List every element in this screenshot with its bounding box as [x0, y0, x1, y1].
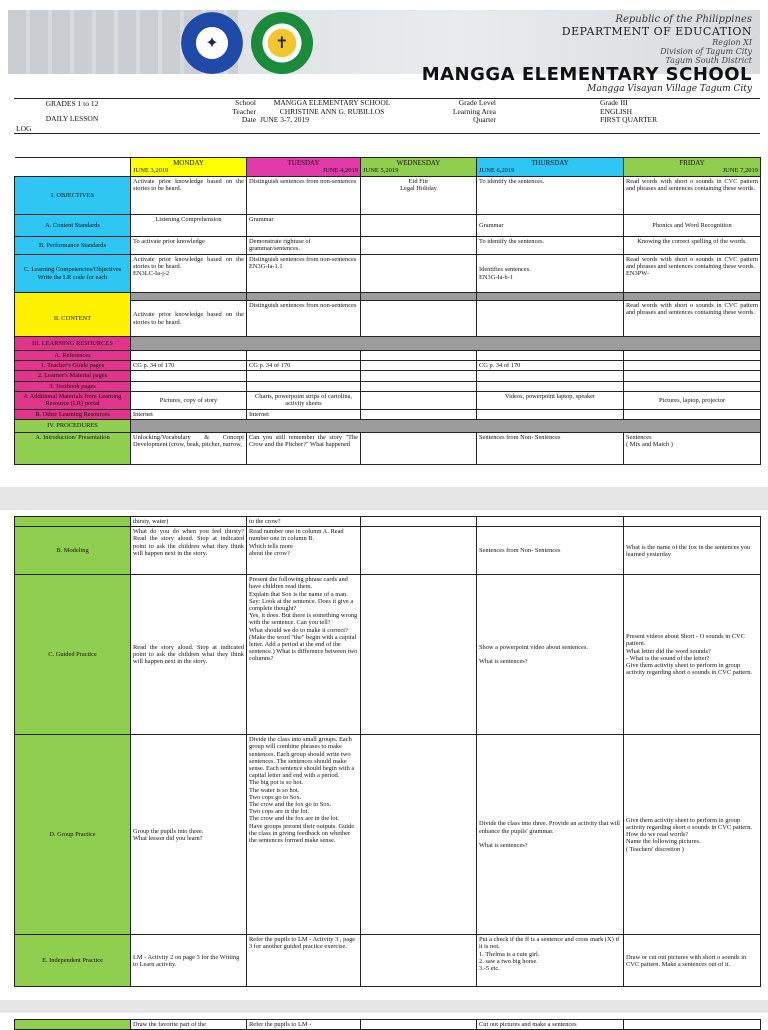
- group-practice-row: [15, 735, 761, 935]
- modeling-label: B. Modeling: [15, 527, 131, 575]
- cell-fri: Read words with short o sounds in CVC pattern and phrases and sentences containing these words.: [624, 301, 761, 337]
- cell-tue: Read number one in column A. Read number one in column B. Which tells more about the crow?: [247, 527, 361, 575]
- cell-fri: Pictures, laptop, projector: [624, 391, 761, 409]
- school-label: School: [130, 99, 258, 108]
- cell-tue: Grammar: [247, 215, 361, 237]
- content-row: [15, 301, 761, 337]
- cell-thu: Grammar: [477, 215, 624, 237]
- cell-thu: Sentences from Non- Sentences: [477, 433, 624, 465]
- daily-lesson-label: DAILY LESSON: [45, 113, 99, 123]
- cell-mon: CG p. 34 of 170: [131, 361, 247, 371]
- cell-mon: LM - Activity 2 on page 3 for the Writing to Learn activity.: [131, 935, 247, 987]
- cell-thu: To identify the sentences.: [477, 177, 624, 215]
- banner-division: Division of Tagum City: [660, 47, 752, 56]
- performance-standards-row: [15, 237, 761, 255]
- cell-thu: To identify the sentences.: [477, 237, 624, 255]
- cell-thu: Show a powerpoint video about sentences. What is sentences?: [477, 575, 624, 735]
- modeling-row: [15, 527, 761, 575]
- banner-republic: Republic of the Philippines: [615, 14, 752, 25]
- references-row: [15, 351, 761, 361]
- guided-practice-row: [15, 575, 761, 735]
- banner-department: DEPARTMENT OF EDUCATION: [561, 25, 752, 38]
- content-standards-row: [15, 215, 761, 237]
- teacher-value: CHRISTINE ANN G. RUBILLOS: [279, 106, 385, 116]
- cell-thu: Identifies sentences. EN3G-Ia-b-1: [477, 255, 624, 293]
- cell-tue: Charts, powerpoint strips of cartolina, activity sheets: [247, 391, 361, 409]
- learning-area-value: ENGLISH: [600, 106, 633, 116]
- lesson-table-part-2: [14, 516, 761, 987]
- day-header-friday: [624, 158, 761, 177]
- day-header-tuesday: [247, 158, 361, 177]
- cell-fri: Read words with short o sounds in CVC pattern and phrases and sentences containing these words. EN3PW-: [624, 255, 761, 293]
- references-label: A. References: [15, 351, 131, 361]
- group-practice-label: D. Group Practice: [15, 735, 131, 935]
- banner-address: Mangga Visayan Village Tagum City: [587, 84, 752, 94]
- competencies-row: [15, 255, 761, 293]
- performance-standards-label: B. Performance Standards: [15, 237, 131, 255]
- cell-thu: Put a check if the ff is a sentence and cross mark (X) if it is not. 1. Thelma is a cute girl. 2. saw a two big horse. 3.-5 etc.: [477, 935, 624, 987]
- grade-level-label: Grade Level: [406, 99, 498, 108]
- day-name: MONDAY: [173, 159, 204, 167]
- additional-materials-row: [15, 391, 761, 409]
- day-name: TUESDAY: [287, 159, 320, 167]
- learning-resources-row: [15, 337, 761, 351]
- cell-thu: Sentences from Non- Sentences: [477, 527, 624, 575]
- banner-text: [412, 14, 752, 94]
- grade-level-value: Grade III: [598, 99, 760, 108]
- cell-fri: What is the name of the fox in the sentences you learned yesterday: [624, 527, 761, 575]
- cell-fri: Read words with short o sounds in CVC pattern and phrases and sentences containing these words.: [624, 177, 761, 215]
- procedures-label: IV. PROCEDURES: [15, 420, 131, 433]
- cell-tue: Distinguish sentences from non-sentences: [247, 301, 361, 337]
- cell-fri: Present videos about Short - O sounds in CVC pattern. What letter did the word sounds? - What is the sound of the letter? Give them activity sheet to perform in group activity regarding short o sounds in CVC pattern.: [624, 575, 761, 735]
- cell-fri: Knowing the correct spelling of the words.: [624, 237, 761, 255]
- objectives-label: I. OBJECTIVES: [15, 177, 131, 215]
- introduction-label: A. Introduction/ Presentation: [15, 433, 131, 465]
- textbook-pages-row: [15, 381, 761, 391]
- introduction-row: [15, 433, 761, 465]
- other-resources-row: [15, 409, 761, 419]
- grades-label: GRADES 1 to 12: [45, 99, 99, 109]
- date-value: JUNE 3-7, 2019: [260, 115, 309, 124]
- cell-tue: Distinguish sentences from non-sentences EN3G-Ia-1.1: [247, 255, 361, 293]
- quarter-label: Quarter: [473, 115, 496, 124]
- other-resources-label: B. Other Learning Resources: [15, 409, 131, 419]
- cell-thu: CG p. 34 of 170: [477, 361, 624, 371]
- day-date: JUNE 5,2019: [363, 167, 399, 174]
- cell-tue: Demonstrate rightuse of grammar/sentences.: [247, 237, 361, 255]
- lesson-log-page-3: [0, 1013, 768, 1028]
- school-banner: [8, 10, 760, 94]
- cell-mon: Activate prior knowledge based on the stories to be heard.: [131, 177, 247, 215]
- cell-mon: Internet: [131, 409, 247, 419]
- page-gap-2: [0, 1000, 768, 1013]
- cell-wed-holiday: Eid Fitr Legal Holiday: [361, 177, 477, 215]
- cell-fri: Sentences ( Mix and Match ): [624, 433, 761, 465]
- cell-fri: Give them activity sheet to perform in group activity regarding short o sounds in CVC pattern. How do we read words? Name the following pictures. ( Teachers' discretion ): [624, 735, 761, 935]
- cell-mon: Activate prior knowledge based on the stories to be heard.: [131, 301, 247, 337]
- day-date: JUNE 7,2019: [722, 167, 758, 174]
- day-header-thursday: [477, 158, 624, 177]
- day-name: WEDNESDAY: [396, 159, 441, 167]
- independent-practice-row: [15, 935, 761, 987]
- cell-mon: Draw the favorite part of the: [131, 1020, 247, 1030]
- school-value: MANGGA ELEMENTARY SCHOOL: [258, 99, 406, 108]
- lesson-log-page-2: [0, 510, 768, 1000]
- cell-tue: to the crow?: [247, 517, 361, 527]
- grey-separator-row: [15, 293, 761, 301]
- log-label: LOG: [14, 125, 130, 134]
- cell-mon: Listening Comprehension: [131, 215, 247, 237]
- objectives-row: [15, 177, 761, 215]
- learning-area-label: Learning Area: [452, 106, 496, 116]
- introduction-continued-row: [15, 517, 761, 527]
- banner-district: Tagum South District: [665, 56, 752, 65]
- cell-mon: thirsty, water): [131, 517, 247, 527]
- cell-tue: Internet: [247, 409, 361, 419]
- cell-thu: Videos, powerpoint laptop, speaker: [477, 391, 624, 409]
- competencies-label: C. Learning Competencies/Objectives Write the LR code for each: [15, 255, 131, 293]
- lm-pages-label: 2. Learner's Material pages: [15, 371, 131, 381]
- cell-mon: Activate prior knowledge based on the stories to be heard. EN3LC-Ia-j-2: [131, 255, 247, 293]
- cell-tue: Refer the pupils to LM -: [247, 1020, 361, 1030]
- cell-thu: Cut out pictures and make a sentences: [477, 1020, 624, 1030]
- header-info-table: [14, 98, 760, 134]
- tg-pages-row: [15, 361, 761, 371]
- guided-practice-label: C. Guided Practice: [15, 575, 131, 735]
- day-name: THURSDAY: [531, 159, 569, 167]
- lm-pages-row: [15, 371, 761, 381]
- day-date: JUNE 3,2019: [133, 167, 169, 174]
- additional-materials-label: 4. Additional Materials from Learning Resource (LR) portal: [15, 391, 131, 409]
- cell-tue: Can you still remember the story "The Crow and the Pitcher?" What happened: [247, 433, 361, 465]
- date-label: Date: [241, 115, 256, 124]
- banner-region: Region XI: [712, 38, 752, 47]
- page-gap-1: [0, 487, 768, 510]
- grades-title: [14, 99, 130, 125]
- day-date: JUNE 6,2019: [479, 167, 515, 174]
- procedures-row: [15, 420, 761, 433]
- banner-school-name: MANGGA ELEMENTARY SCHOOL: [421, 64, 752, 85]
- cell-mon: To activate prior knowledge: [131, 237, 247, 255]
- quarter-value: FIRST QUARTER: [600, 115, 658, 124]
- cell-mon: Read the story aloud. Stop at indicated point to ask the children what they think will happen next in the story.: [131, 575, 247, 735]
- content-label: II. CONTENT: [15, 301, 131, 337]
- cell-mon: Unlocking/Vocabulary & Concept Development (crow, beak, pitcher, narrow,: [131, 433, 247, 465]
- cell-mon: Group the pupils into three. What lesson did you learn?: [131, 735, 247, 935]
- day-header-monday: [131, 158, 247, 177]
- day-header-row: [15, 158, 761, 177]
- cell-mon: Pictures, copy of story: [131, 391, 247, 409]
- deped-seal-logo: ✦: [181, 12, 243, 74]
- cell-tue: Distinguish sentences from non-sentences: [247, 177, 361, 215]
- cell-fri: Draw or cut out pictures with short o sounds in CVC pattern. Make a sentences out of it.: [624, 935, 761, 987]
- cell-tue: Present the following phrase cards and have children read them. Explain that Sox is the name of a man. Say: Look at the sentence. Does it give a complete thought? Yes, it does. But there is something wrong with the sentence. Can you tell? What should we do to make it correct? (Make the word "the" begin with a capital letter. Add a period at the end of the sentence.) What is difference between two columns?: [247, 575, 361, 735]
- tg-pages-label: 1. Teacher's Guide pages: [15, 361, 131, 371]
- lesson-table-part-3: [14, 1019, 761, 1030]
- teacher-label: Teacher: [232, 106, 256, 116]
- cell-fri: Phonics and Word Recognition: [624, 215, 761, 237]
- textbook-pages-label: 3. Textbook pages: [15, 381, 131, 391]
- cell-tue: Refer the pupils to LM - Activity 3 , page 3 for another guided practice exercise.: [247, 935, 361, 987]
- independent-practice-label: E. Independent Practice: [15, 935, 131, 987]
- cell-mon: What do you do when you feel thirsty? Read the story aloud. Stop at indicated point to ask the children what they think will happen next in the story.: [131, 527, 247, 575]
- day-date: JUNE 4,2019: [322, 167, 358, 174]
- lesson-table-part-1: [14, 157, 761, 465]
- next-row: [15, 1020, 761, 1030]
- cell-tue: Divide the class into small groups. Each group will combine phrases to make sentences. Each group should write two sentences. The sentences should make sense. Each sentence should begin with a capital letter and end with a period. The big pot is so hot. The water is so hot. Two cops go to Sox. The crow and the fox go to Sox. Two cops are in the lot. The crow and the fox are in the lot. Have groups present their outputs. Guide the class in giving feedback on whether the sentences formed make sense.: [247, 735, 361, 935]
- school-seal-logo: ✝: [251, 12, 313, 74]
- lesson-log-page-1: [0, 0, 768, 487]
- day-header-wednesday: [361, 158, 477, 177]
- cell-thu: Divide the class into three. Provide an activity that will enhance the pupils' grammar. What is sentences?: [477, 735, 624, 935]
- content-standards-label: A. Content Standards: [15, 215, 131, 237]
- day-name: FRIDAY: [679, 159, 705, 167]
- cell-tue: CG p. 34 of 170: [247, 361, 361, 371]
- learning-resources-label: III. LEARNING RESOURCES: [15, 337, 131, 351]
